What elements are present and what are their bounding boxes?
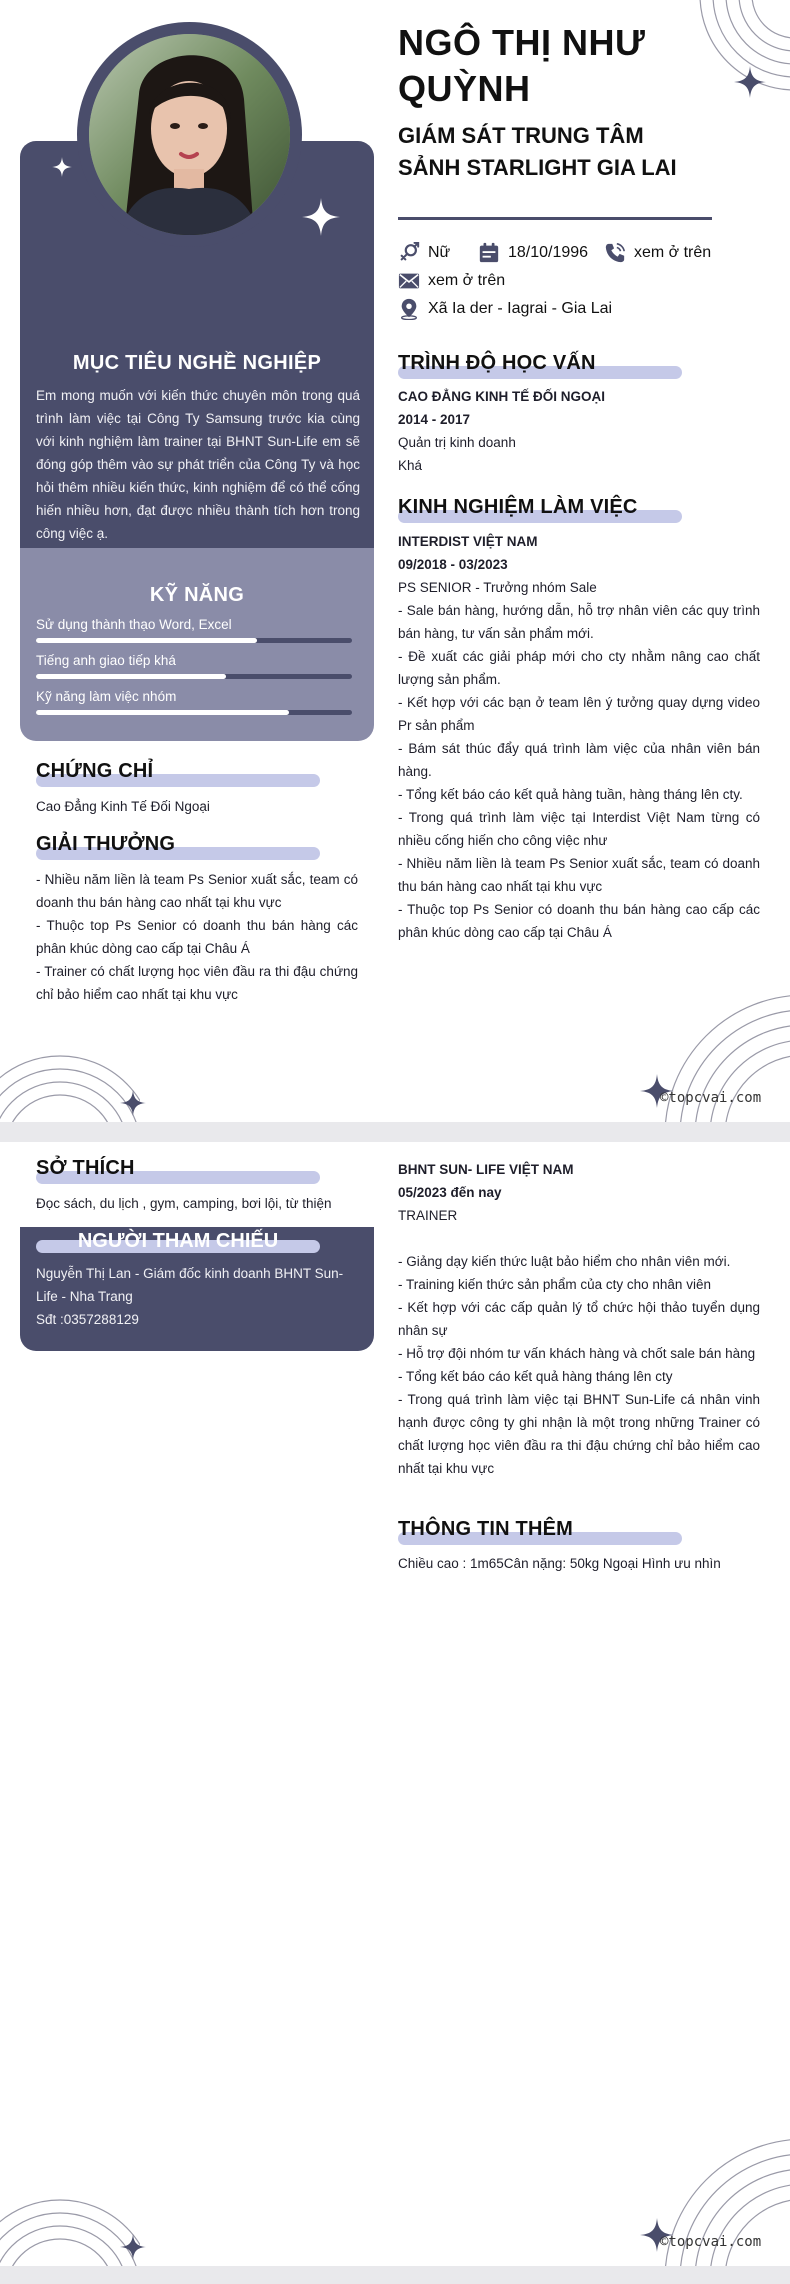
phone-text: xem ở trên	[634, 244, 712, 261]
job-period: 05/2023 đến nay	[398, 1185, 502, 1200]
references-phone: Sđt :0357288129	[36, 1312, 139, 1327]
experience-section-heading: KINH NGHIỆM LÀM VIỆC	[398, 496, 638, 519]
list-item: - Tổng kết báo cáo kết quả hàng tháng lên cty	[398, 1369, 673, 1384]
list-item: - Tổng kết báo cáo kết quả hàng tuần, hàng tháng lên cty.	[398, 787, 743, 802]
sparkle-icon	[302, 198, 340, 236]
list-item: - Bám sát thúc đẩy quá trình làm việc của nhân viên bán hàng.	[398, 741, 760, 779]
certificates-section-heading: CHỨNG CHỈ	[36, 760, 153, 783]
email-text: xem ở trên	[428, 272, 506, 289]
watermark: ©topcvai.com	[660, 1090, 762, 1106]
list-item: - Trong quá trình làm việc tại BHNT Sun-Life cá nhân vinh hạnh được công ty ghi nhận là một trong những Trainer có chất lượng học viên đầu ra thi đậu chứng chỉ bảo hiểm cao nhất tại khu vực	[398, 1392, 760, 1476]
hobbies-text: Đọc sách, du lịch , gym, camping, bơi lội, từ thiện	[36, 1196, 332, 1211]
skill-label: Kỹ năng làm việc nhóm	[36, 689, 177, 704]
list-item: - Kết hợp với các cấp quản lý tổ chức hội thảo tuyển dụng nhân sự	[398, 1300, 760, 1338]
arcs-decoration	[0, 1040, 140, 1122]
skills-heading: KỸ NĂNG	[149, 584, 245, 606]
list-item: - Giảng dạy kiến thức luật bảo hiểm cho nhân viên mới.	[398, 1254, 731, 1269]
objective-heading: MỤC TIÊU NGHỀ NGHIỆP	[72, 352, 322, 374]
list-item: - Training kiến thức sản phẩm của cty cho nhân viên	[398, 1277, 711, 1292]
education-period: 2014 - 2017	[398, 412, 471, 427]
certificates-text: Cao Đẳng Kinh Tế Đối Ngoại	[36, 799, 210, 814]
skill-bar-fill	[36, 674, 226, 679]
arcs-decoration	[0, 2184, 140, 2266]
references-text: Nguyễn Thị Lan - Giám đốc kinh doanh BHNT Sun-Life - Nha Trang	[36, 1266, 344, 1304]
divider	[398, 217, 712, 220]
job-company: BHNT SUN- LIFE VIỆT NAM	[398, 1162, 574, 1177]
education-section-heading: TRÌNH ĐỘ HỌC VẤN	[398, 352, 596, 375]
list-item: - Sale bán hàng, hướng dẫn, hỗ trợ nhân viên các quy trình bán hàng, tư vấn sản phẩm mới.	[398, 603, 760, 641]
gender-icon	[398, 242, 420, 264]
list-item: - Đề xuất các giải pháp mới cho cty nhằm nâng cao chất lượng sản phẩm.	[398, 649, 760, 687]
gender-text: Nữ	[428, 244, 451, 261]
job-period: 09/2018 - 03/2023	[398, 557, 508, 572]
job-duties-list	[398, 599, 760, 944]
mail-icon	[398, 270, 420, 292]
watermark: ©topcvai.com	[660, 2234, 762, 2250]
email-info	[398, 270, 505, 292]
phone-icon	[604, 242, 626, 264]
job-company: INTERDIST VIỆT NAM	[398, 534, 538, 549]
list-item: - Hỗ trợ đội nhóm tư vấn khách hàng và chốt sale bán hàng	[398, 1346, 756, 1361]
birthday-info	[478, 242, 588, 264]
list-item: - Thuộc top Ps Senior có doanh thu bán hàng các phân khúc dòng cao cấp tại Châu Á	[36, 918, 358, 956]
sparkle-icon	[734, 66, 766, 98]
list-item: - Trainer có chất lượng học viên đầu ra thi đậu chứng chỉ bảo hiểm cao nhất tại khu vực	[36, 964, 358, 1002]
additional-text: Chiều cao : 1m65Cân nặng: 50kg Ngoại Hình ưu nhìn	[398, 1556, 721, 1571]
avatar	[89, 34, 290, 235]
phone-info	[604, 242, 711, 264]
job-duties-list	[398, 1250, 760, 1480]
education-grade: Khá	[398, 458, 423, 473]
additional-section-heading: THÔNG TIN THÊM	[398, 1518, 573, 1541]
cv-page-2	[0, 1142, 790, 2266]
objective-text: Em mong muốn với kiến thức chuyên môn trong quá trình làm việc tại Công Ty Samsung trước kia cùng với kinh nghiệm làm trainer tại BHNT Sun-Life em sẽ đóng góp thêm vào sự phát triển của Công Ty và học hỏi thêm nhiều kiến thức, kinh nghiệm để có thể cống hiến nhiều hơn, đạt được nhiều thành tích hơn trong công việc ạ.	[36, 388, 360, 541]
job-title: GIÁM SÁT TRUNG TÂM SẢNH STARLIGHT GIA LAI	[398, 123, 677, 180]
gender-info	[398, 242, 450, 264]
calendar-icon	[478, 242, 500, 264]
references-heading: NGƯỜI THAM CHIẾU	[77, 1230, 279, 1252]
list-item: - Thuộc top Ps Senior có doanh thu bán hàng cao cấp các phân khúc dòng cao cấp tại Châu Á	[398, 902, 760, 940]
candidate-name: NGÔ THỊ NHƯ QUỲNH	[398, 22, 646, 109]
list-item: - Kết hợp với các bạn ở team lên ý tưởng quay dựng video Pr sản phẩm	[398, 695, 760, 733]
job-position: TRAINER	[398, 1208, 458, 1223]
list-item: - Nhiều năm liền là team Ps Senior xuất sắc, team có doanh thu bán hàng cao nhất tại khu vực	[398, 856, 760, 894]
awards-section-heading: GIẢI THƯỞNG	[36, 833, 175, 856]
birthday-text: 18/10/1996	[508, 244, 589, 261]
sparkle-icon	[120, 1090, 146, 1116]
sparkle-icon	[120, 2234, 146, 2260]
hobbies-section-heading: SỞ THÍCH	[36, 1157, 135, 1180]
skill-bar-fill	[36, 638, 257, 643]
skill-bar	[36, 710, 352, 715]
list-item: - Trong quá trình làm việc tại Interdist Việt Nam từng có nhiều cống hiến cho công việc như	[398, 810, 760, 848]
education-major: Quản trị kinh doanh	[398, 435, 516, 450]
address-info	[398, 298, 612, 320]
list-item: - Nhiều năm liền là team Ps Senior xuất sắc, team có doanh thu bán hàng cao nhất tại khu vực	[36, 872, 358, 910]
awards-list	[36, 868, 358, 1006]
cv-page-1	[0, 0, 790, 1122]
skill-bar	[36, 638, 352, 643]
portrait-image	[89, 34, 290, 235]
skill-bar-fill	[36, 710, 289, 715]
skill-label: Sử dụng thành thạo Word, Excel	[36, 617, 232, 632]
sparkle-icon	[52, 157, 72, 177]
address-text: Xã Ia der - Iagrai - Gia Lai	[428, 300, 613, 317]
skill-bar	[36, 674, 352, 679]
location-icon	[398, 298, 420, 320]
skill-label: Tiếng anh giao tiếp khá	[36, 653, 176, 668]
job-position: PS SENIOR - Trưởng nhóm Sale	[398, 580, 597, 595]
education-school: CAO ĐẲNG KINH TẾ ĐỐI NGOẠI	[398, 389, 606, 404]
